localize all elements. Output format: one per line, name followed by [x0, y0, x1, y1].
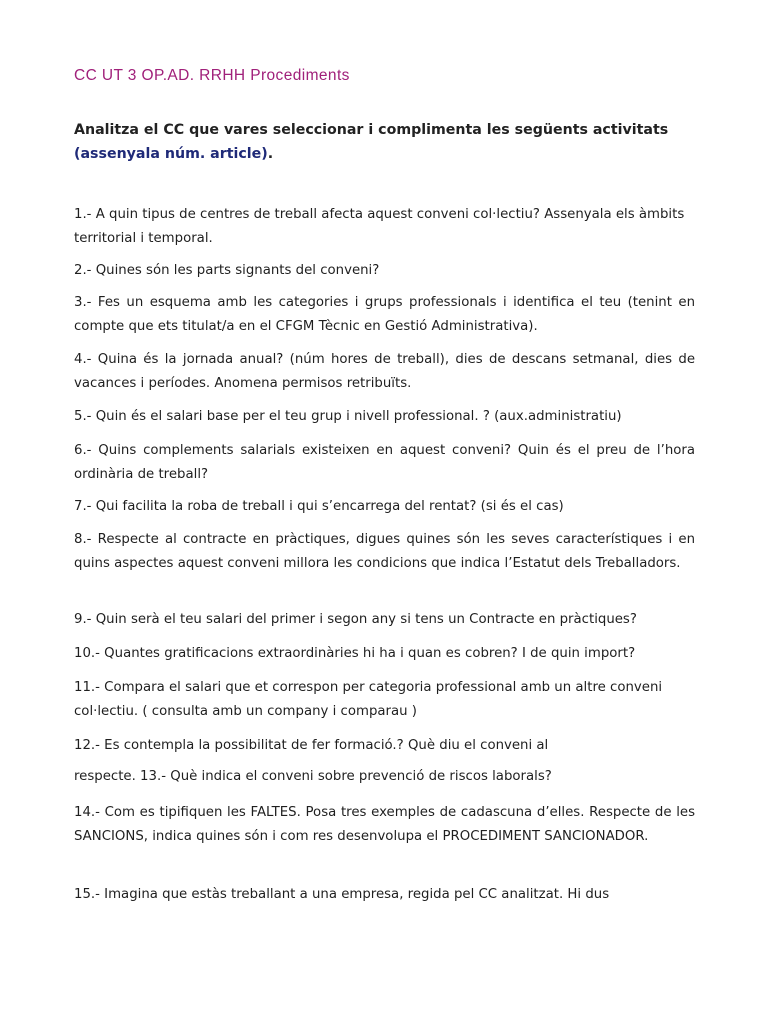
question-2: 2.- Quines són les parts signants del conveni?	[74, 263, 380, 278]
question-12-13: respecte. 13.- Què indica el conveni sobre prevenció de riscos laborals?	[74, 769, 552, 784]
question-6: 6.- Quins complements salarials existeixen en aquest conveni? Quin és el preu de l’hora ordinària de treball?	[74, 443, 695, 482]
question-7: 7.- Qui facilita la roba de treball i qui s’encarrega del rentat? (si és el cas)	[74, 499, 564, 514]
question-14: 14.- Com es tipifiquen les FALTES. Posa tres exemples de cadascuna d’elles. Respecte de les SANCIONS, indica quines són i com res desenvolupa el PROCEDIMENT SANCIONADOR.	[74, 805, 695, 844]
question-8: 8.- Respecte al contracte en pràctiques, digues quines són les seves característiques i en quins aspectes aquest conveni millora les condicions que indica l’Estatut dels Treballadors.	[74, 532, 695, 571]
question-1: 1.- A quin tipus de centres de treball afecta aquest conveni col·lectiu? Assenyala els àmbits territorial i temporal.	[74, 207, 685, 246]
question-12: 12.- Es contempla la possibilitat de fer formació.? Què diu el conveni al	[74, 738, 549, 753]
question-5: 5.- Quin és el salari base per el teu grup i nivell professional. ? (aux.administratiu)	[74, 409, 622, 424]
instructions-note: (assenyala núm. article)	[74, 146, 268, 162]
instructions	[74, 118, 695, 166]
instructions-text: Analitza el CC que vares seleccionar i complimenta les següents activitats	[74, 122, 669, 138]
document-title: CC UT 3 OP.AD. RRHH Procediments	[74, 67, 350, 84]
question-9: 9.- Quin serà el teu salari del primer i segon any si tens un Contracte en pràctiques?	[74, 612, 637, 627]
instructions-end: .	[267, 146, 274, 162]
question-11: 11.- Compara el salari que et correspon per categoria professional amb un altre conveni col·lectiu. ( consulta amb un company i comparau )	[74, 680, 663, 719]
question-15: 15.- Imagina que estàs treballant a una empresa, regida pel CC analitzat. Hi dus	[74, 887, 610, 902]
question-10: 10.- Quantes gratificacions extraordinàries hi ha i quan es cobren? I de quin import?	[74, 646, 636, 661]
question-3: 3.- Fes un esquema amb les categories i grups professionals i identifica el teu (tenint en compte que ets titulat/a en el CFGM Tècnic en Gestió Administrativa).	[74, 295, 695, 334]
question-4: 4.- Quina és la jornada anual? (núm hores de treball), dies de descans setmanal, dies de vacances i períodes. Anomena permisos retribuïts.	[74, 352, 695, 391]
